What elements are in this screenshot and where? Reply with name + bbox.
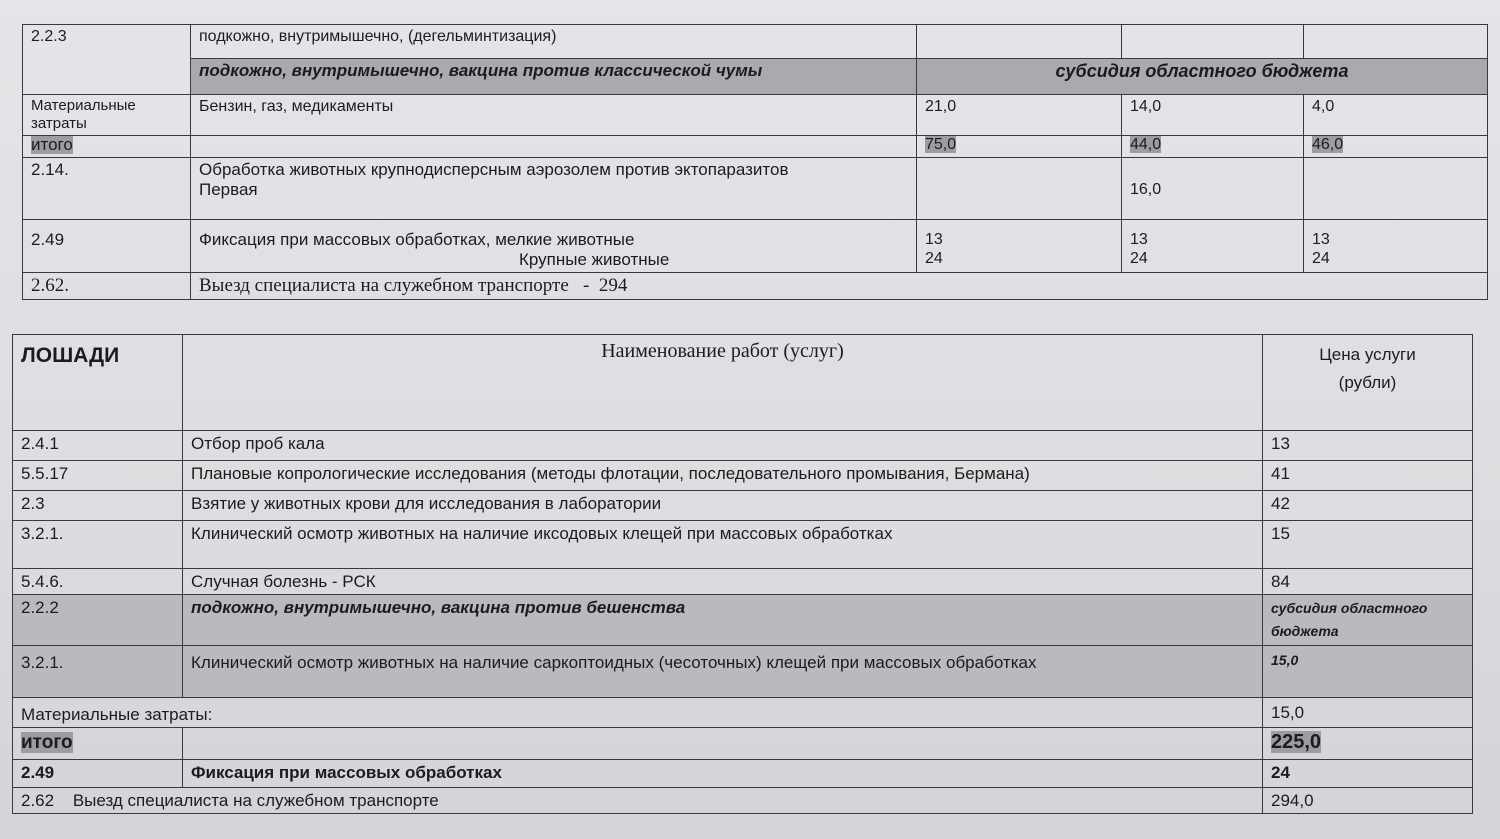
service-text: Обработка животных крупнодисперсным аэрозолем против эктопаразитов xyxy=(199,160,789,179)
table-row xyxy=(13,461,1473,491)
price-cell: 15,0 xyxy=(1263,698,1473,728)
code-cell: 5.4.6. xyxy=(13,569,183,595)
table-horses xyxy=(12,334,1473,814)
service-text: Клинический осмотр животных на наличие саркоптоидных (чесоточных) клещей при массовых обработках xyxy=(183,646,1263,698)
total-value: 225,0 xyxy=(1271,731,1322,753)
code-cell: 2.49 xyxy=(23,220,191,273)
service-text: Плановые копрологические исследования (методы флотации, последовательного промывания, Бермана) xyxy=(183,461,1263,491)
service-text: подкожно, внутримышечно, (дегельминтизация) xyxy=(191,25,917,59)
code-cell: 3.2.1. xyxy=(13,646,183,698)
value-cell: 24 xyxy=(1312,250,1330,267)
code-cell: 2.62. xyxy=(23,273,191,300)
material-text: Бензин, газ, медикаменты xyxy=(191,95,917,136)
service-text: Фиксация при массовых обработках, мелкие животные xyxy=(199,230,635,249)
table-upper-services xyxy=(22,24,1488,300)
service-text: Клинический осмотр животных на наличие иксодовых клещей при массовых обработках xyxy=(183,521,1263,569)
code-cell: 2.2.2 xyxy=(13,595,183,646)
subsidy-label: субсидия областного бюджета xyxy=(917,59,1488,95)
table-row xyxy=(13,760,1473,788)
code-cell: 5.5.17 xyxy=(13,461,183,491)
total-label: итого xyxy=(21,732,73,753)
code-cell: 2.4.1 xyxy=(13,431,183,461)
price-cell: 84 xyxy=(1263,569,1473,595)
service-subtext: Крупные животные xyxy=(519,250,670,269)
total-label: итого xyxy=(31,135,73,154)
table-row xyxy=(23,158,1488,220)
table-row xyxy=(13,491,1473,521)
code-cell: 2.3 xyxy=(13,491,183,521)
price-cell: 41 xyxy=(1263,461,1473,491)
code-cell: 3.2.1. xyxy=(13,521,183,569)
total-value: 75,0 xyxy=(925,136,957,153)
code-cell: 2.2.3 xyxy=(23,25,191,95)
table-row xyxy=(13,646,1473,698)
material-label: Материальные затраты xyxy=(23,95,191,136)
vaccine-text: подкожно, внутримышечно, вакцина против бешенства xyxy=(183,595,1263,646)
vaccine-text: подкожно, внутримышечно, вакцина против классической чумы xyxy=(191,59,917,95)
code-cell: 2.62 xyxy=(21,791,55,810)
column-header-unit: (рубли) xyxy=(1338,373,1397,392)
total-value: 44,0 xyxy=(1130,136,1162,153)
value-cell: 16,0 xyxy=(1122,158,1304,220)
subsidy-label: субсидия областного бюджета xyxy=(1263,595,1473,646)
price-cell: 294,0 xyxy=(1263,788,1473,814)
price-cell: 15 xyxy=(1263,521,1473,569)
value-cell: 14,0 xyxy=(1122,95,1304,136)
value-cell: 21,0 xyxy=(917,95,1122,136)
value-cell: 13 xyxy=(925,231,943,248)
price-cell: 15,0 xyxy=(1263,646,1473,698)
material-label: Материальные затраты: xyxy=(13,698,1263,728)
table-row xyxy=(13,595,1473,646)
service-text: Фиксация при массовых обработках xyxy=(183,760,1263,788)
table-row xyxy=(13,788,1473,814)
table-row xyxy=(23,273,1488,300)
value-cell: 13 xyxy=(1312,231,1330,248)
service-subtext: Первая xyxy=(199,180,258,199)
code-cell: 2.49 xyxy=(13,760,183,788)
transport-text: Выезд специалиста на служебном транспорте - 294 xyxy=(191,273,1488,300)
column-header-name: Наименование работ (услуг) xyxy=(183,335,1263,431)
service-text: Случная болезнь - РСК xyxy=(183,569,1263,595)
service-text: Отбор проб кала xyxy=(183,431,1263,461)
price-cell: 24 xyxy=(1263,760,1473,788)
service-text: Взятие у животных крови для исследования в лаборатории xyxy=(183,491,1263,521)
table-row xyxy=(23,220,1488,273)
column-header-price: Цена услуги xyxy=(1319,345,1416,364)
table-row xyxy=(23,136,1488,158)
section-title: ЛОШАДИ xyxy=(13,335,183,431)
table-row xyxy=(13,431,1473,461)
price-cell: 42 xyxy=(1263,491,1473,521)
table-header-row xyxy=(13,335,1473,431)
value-cell: 24 xyxy=(925,250,943,267)
code-cell: 2.14. xyxy=(23,158,191,220)
price-cell: 13 xyxy=(1263,431,1473,461)
table-row xyxy=(23,25,1488,59)
table-row xyxy=(13,698,1473,728)
total-value: 46,0 xyxy=(1312,136,1344,153)
table-row xyxy=(13,521,1473,569)
value-cell: 4,0 xyxy=(1304,95,1488,136)
table-row xyxy=(13,569,1473,595)
table-row xyxy=(23,95,1488,136)
value-cell: 13 xyxy=(1130,231,1148,248)
value-cell: 24 xyxy=(1130,250,1148,267)
table-row xyxy=(23,59,1488,95)
transport-text: Выезд специалиста на служебном транспорте xyxy=(72,791,439,810)
table-row xyxy=(13,728,1473,760)
